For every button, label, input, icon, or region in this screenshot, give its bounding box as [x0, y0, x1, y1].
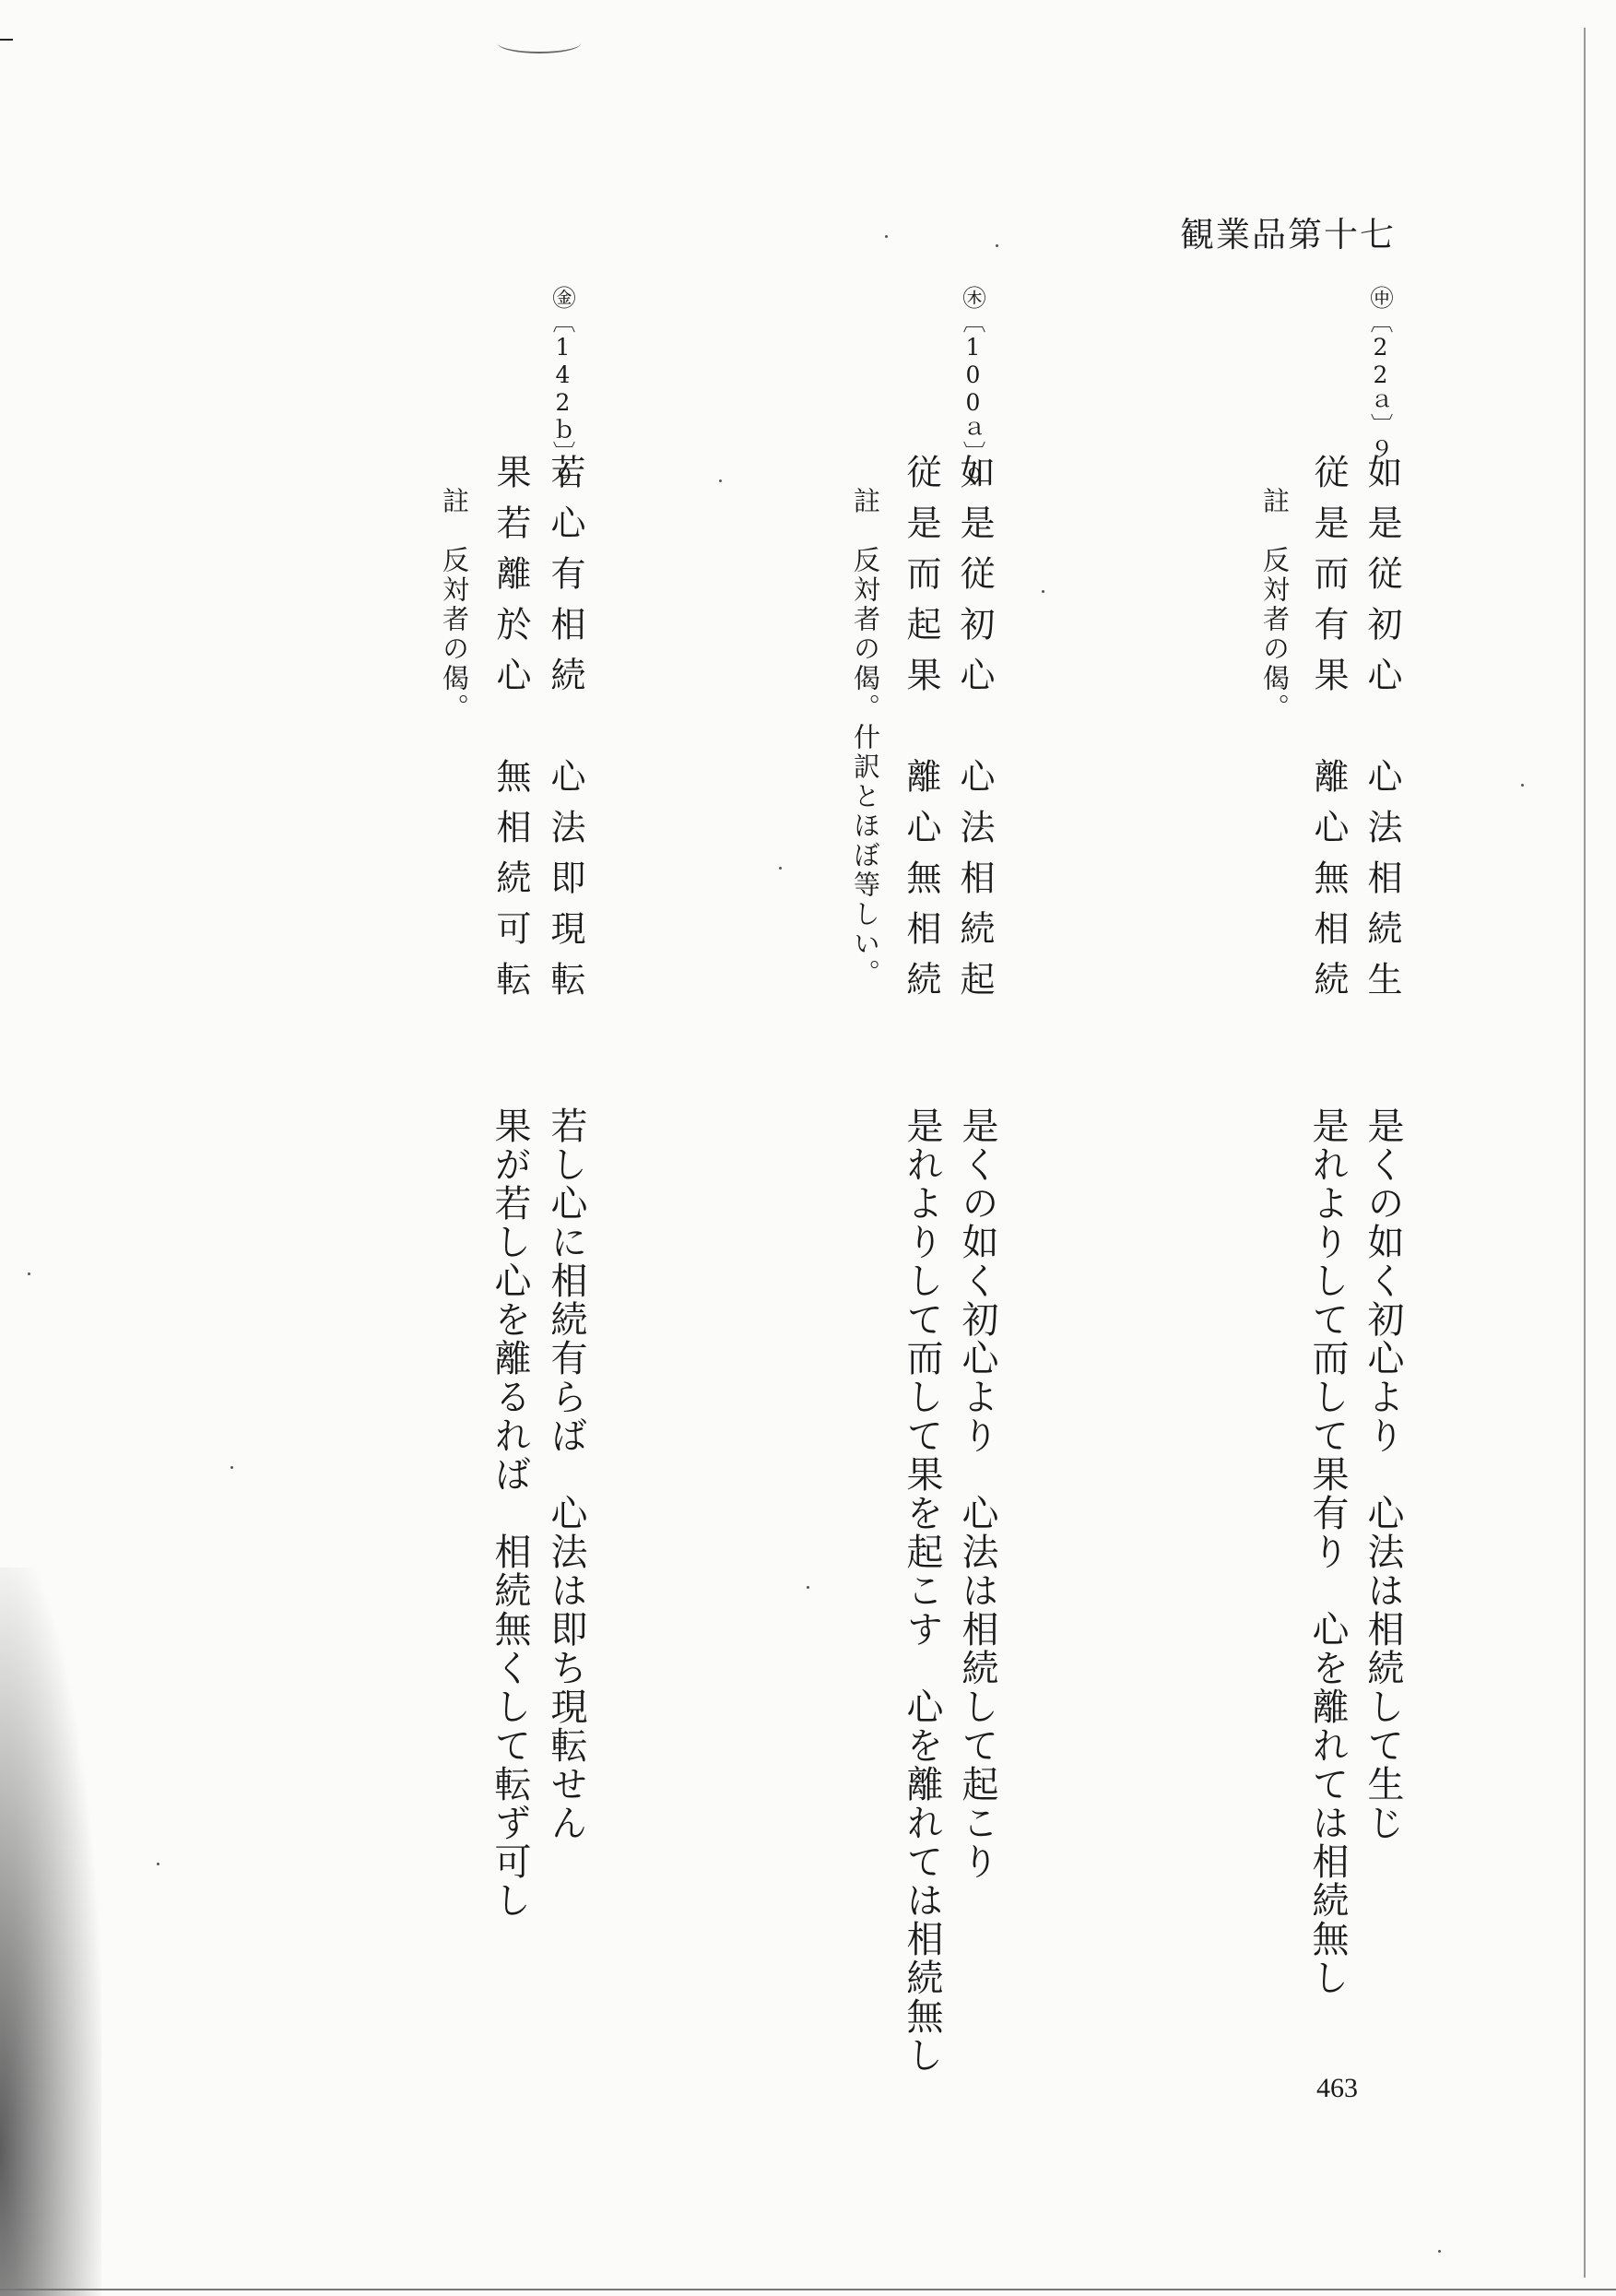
scan-speck	[1438, 2250, 1441, 2253]
scan-speck	[157, 1863, 159, 1865]
block-1-verse-line-1: 如是従初心 心法相続生	[1362, 454, 1402, 1012]
scan-speck	[28, 1272, 30, 1275]
block-1-verse-line-2: 従是而有果 離心無相続	[1308, 454, 1349, 1012]
scan-speck	[719, 479, 722, 482]
block-2-reading-line-1: 是くの如く初心より 心法は相続して起こり	[956, 1107, 998, 1881]
block-3-reading-line-1: 若し心に相続有らば 心法は即ち現転せん	[545, 1107, 587, 1842]
block-2-verse-line-1: 如是従初心 心法相続起	[954, 454, 995, 1012]
block-1-ref: ㊥〔22ａ〕９	[1367, 286, 1394, 461]
right-edge-line	[1584, 28, 1586, 2278]
block-1-note: 註 反対者の偈。	[1259, 487, 1291, 723]
scan-speck	[996, 244, 998, 247]
block-2-ref: ㊍〔100ａ〕９	[960, 286, 986, 489]
block-3-ref: ㊎〔142ｂ〕９	[549, 286, 576, 489]
block-3-note: 註 反対者の偈。	[439, 487, 470, 723]
block-3-verse-line-1: 若心有相続 心法即現転	[545, 454, 585, 1012]
page-number: 463	[1316, 2073, 1358, 2103]
scan-speck	[885, 235, 888, 238]
block-1-reading-line-1: 是くの如く初心より 心法は相続して生じ	[1362, 1107, 1404, 1842]
scan-speck	[779, 867, 782, 870]
scan-speck	[1042, 590, 1044, 593]
block-2-reading-line-2: 是れよりして而して果を起こす 心を離れては相続無し	[901, 1107, 943, 2075]
page-title: 観業品第十七	[1180, 215, 1396, 254]
left-edge-mark	[0, 39, 13, 41]
bottom-edge-line	[0, 2289, 1616, 2290]
block-3-verse-line-2: 果若離於心 無相続可転	[490, 454, 531, 1012]
scan-shadow	[0, 1568, 101, 2296]
scan-speck	[1521, 784, 1524, 787]
block-1-reading-line-2: 是れよりして而して果有り 心を離れては相続無し	[1306, 1107, 1349, 1997]
scan-speck	[230, 1466, 233, 1469]
block-3-reading-line-2: 果が若し心を離るれば 相続無くして転ず可し	[489, 1107, 531, 1920]
block-2-verse-line-2: 従是而起果 離心無相続	[901, 454, 941, 1012]
scan-mark	[498, 33, 581, 53]
block-2-note: 註 反対者の偈。什訳とほぼ等しい。	[850, 487, 881, 988]
scan-speck	[807, 1586, 809, 1589]
